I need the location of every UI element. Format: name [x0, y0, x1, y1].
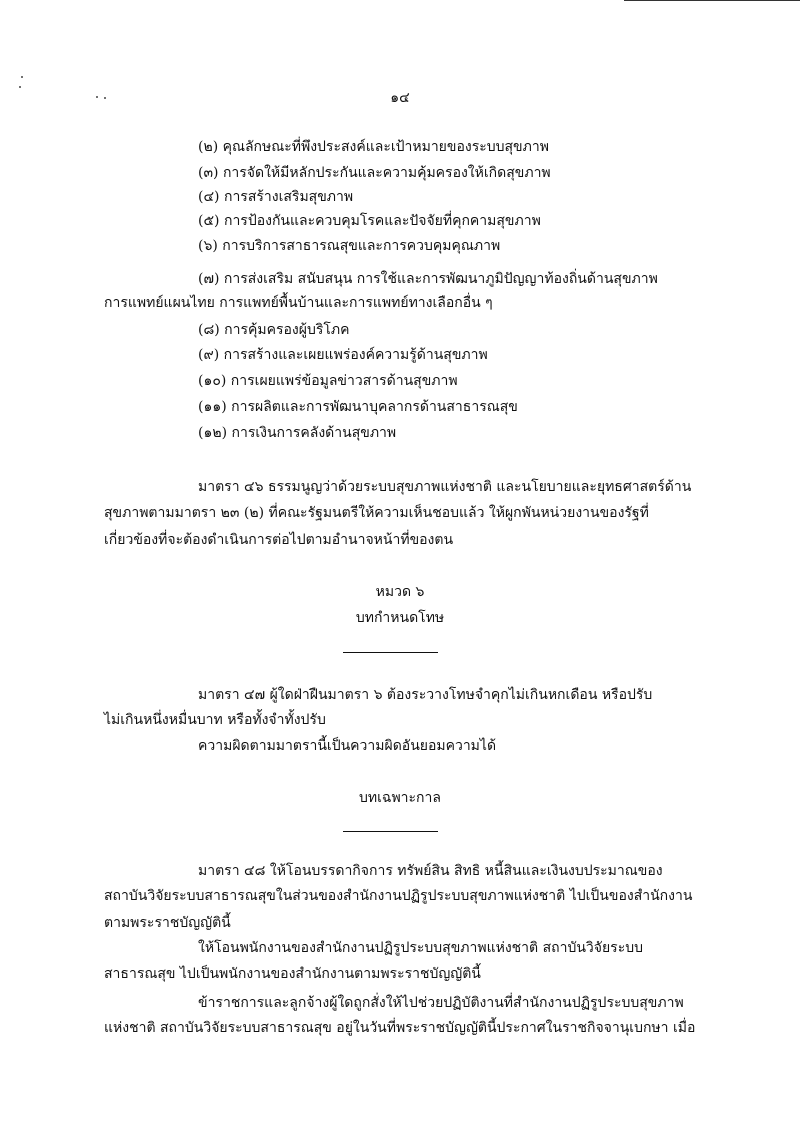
section-divider: [343, 831, 438, 832]
section-divider: [343, 652, 438, 653]
section-48-line: แห่งชาติ สถาบันวิจัยระบบสาธารณสุข อยู่ในวันที่พระราชบัญญัตินี้ประกาศในราชกิจจานุเบกษา เมื่อ: [104, 1020, 696, 1036]
transitional-title: บทเฉพาะกาล: [359, 790, 441, 806]
section-46-line: เกี่ยวข้องที่จะต้องดำเนินการต่อไปตามอำนาจหน้าที่ของตน: [104, 532, 454, 548]
section-48-line: มาตรา ๔๘ ให้โอนบรรดากิจการ ทรัพย์สิน สิทธิ หนี้สินและเงินงบประมาณของ: [198, 863, 663, 879]
section-47-line: ไม่เกินหนึ่งหมื่นบาท หรือทั้งจำทั้งปรับ: [104, 712, 326, 728]
list-item: (๙) การสร้างและเผยแพร่องค์ความรู้ด้านสุขภาพ: [198, 347, 488, 363]
scan-edge-line: [624, 0, 800, 1]
list-item: (๒) คุณลักษณะที่พึงประสงค์และเป้าหมายของระบบสุขภาพ: [198, 139, 549, 155]
list-item: (๖) การบริการสาธารณสุขและการควบคุมคุณภาพ: [198, 238, 501, 254]
section-47-line: ความผิดตามมาตรานี้เป็นความผิดอันยอมความได้: [198, 738, 497, 754]
page-number: ๑๔: [390, 90, 410, 106]
list-item: (๗) การส่งเสริม สนับสนุน การใช้และการพัฒนาภูมิปัญญาท้องถิ่นด้านสุขภาพ: [198, 271, 658, 287]
list-item-continuation: การแพทย์แผนไทย การแพทย์พื้นบ้านและการแพทย์ทางเลือกอื่น ๆ: [104, 295, 493, 311]
list-item: (๑๑) การผลิตและการพัฒนาบุคลากรด้านสาธารณสุข: [198, 399, 518, 415]
section-47-line: มาตรา ๔๗ ผู้ใดฝ่าฝืนมาตรา ๖ ต้องระวางโทษจำคุกไม่เกินหกเดือน หรือปรับ: [198, 687, 653, 703]
list-item: (๕) การป้องกันและควบคุมโรคและปัจจัยที่คุกคามสุขภาพ: [198, 213, 541, 229]
list-item: (๔) การสร้างเสริมสุขภาพ: [198, 189, 354, 205]
section-46-line: สุขภาพตามมาตรา ๒๓ (๒) ที่คณะรัฐมนตรีให้ความเห็นชอบแล้ว ให้ผูกพันหน่วยงานของรัฐที่: [104, 505, 649, 521]
list-item: (๘) การคุ้มครองผู้บริโภค: [198, 322, 350, 338]
section-48-line: สาธารณสุข ไปเป็นพนักงานของสำนักงานตามพระราชบัญญัตินี้: [104, 966, 481, 982]
section-48-line: สถาบันวิจัยระบบสาธารณสุขในส่วนของสำนักงานปฏิรูประบบสุขภาพแห่งชาติ ไปเป็นของสำนักงาน: [104, 888, 693, 904]
list-item: (๑๐) การเผยแพร่ข้อมูลข่าวสารด้านสุขภาพ: [198, 373, 458, 389]
chapter-title: บทกำหนดโทษ: [355, 610, 445, 626]
section-48-line: ตามพระราชบัญญัตินี้: [104, 915, 231, 931]
list-item: (๑๒) การเงินการคลังด้านสุขภาพ: [198, 425, 397, 441]
scan-speck: [21, 76, 23, 78]
section-48-line: ข้าราชการและลูกจ้างผู้ใดถูกสั่งให้ไปช่วยปฏิบัติงานที่สำนักงานปฏิรูประบบสุขภาพ: [198, 995, 684, 1011]
chapter-heading: หมวด ๖: [375, 584, 425, 600]
section-46-line: มาตรา ๔๖ ธรรมนูญว่าด้วยระบบสุขภาพแห่งชาติ และนโยบายและยุทธศาสตร์ด้าน: [198, 479, 692, 495]
list-item: (๓) การจัดให้มีหลักประกันและความคุ้มครองให้เกิดสุขภาพ: [198, 165, 551, 181]
section-48-line: ให้โอนพนักงานของสำนักงานปฏิรูประบบสุขภาพแห่งชาติ สถาบันวิจัยระบบ: [198, 940, 643, 956]
